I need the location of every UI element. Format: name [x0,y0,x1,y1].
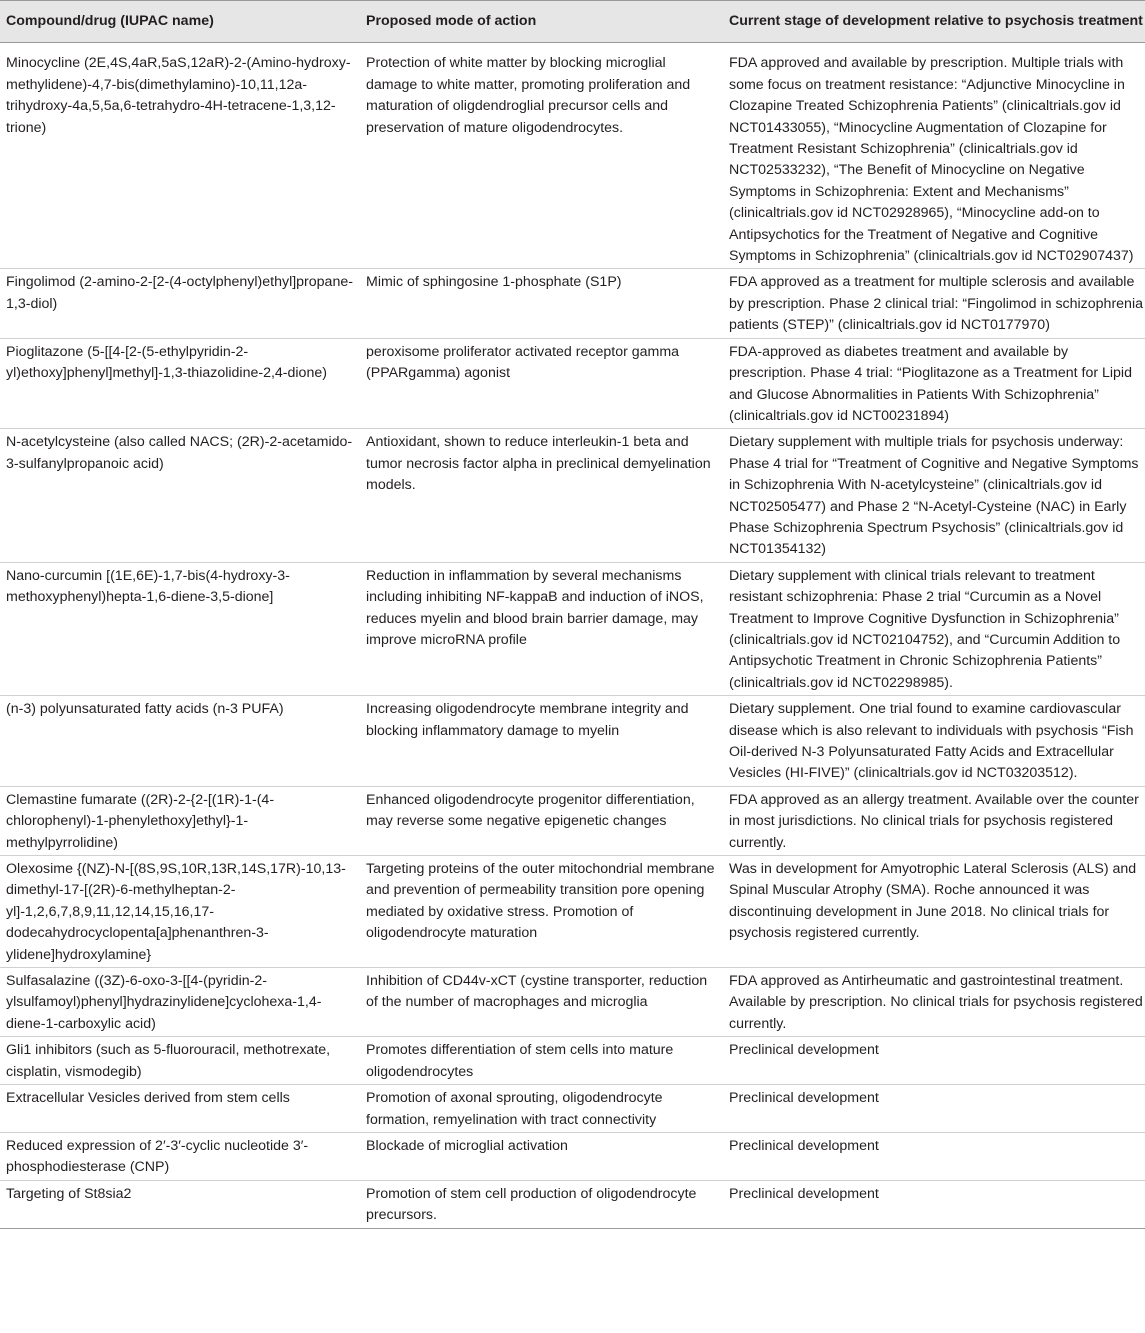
cell-mode: Enhanced oligodendrocyte progenitor differentiation, may reverse some negative epigenetic changes [360,786,723,855]
cell-stage: Preclinical development [723,1132,1145,1180]
cell-stage: Dietary supplement with multiple trials for psychosis underway: Phase 4 trial for “Treatment of Cognitive and Negative Symptoms in Schizophrenia With N-acetylcysteine” (clinicaltrials.gov id NCT02505477) and Phase 2 “N-Acetyl-Cysteine (NAC) in Early Phase Schizophrenia Spectrum Psychosis” (clinicaltrials.gov id NCT01354132) [723,429,1145,562]
cell-mode: Reduction in inflammation by several mechanisms including inhibiting NF-kappaB and induction of iNOS, reduces myelin and blood brain barrier damage, may improve microRNA profile [360,562,723,695]
cell-stage: FDA approved and available by prescription. Multiple trials with some focus on treatment resistance: “Adjunctive Minocycline in Clozapine Treated Schizophrenia Patients” (clinicaltrials.gov id NCT01433055), “Minocycline Augmentation of Clozapine for Treatment Resistant Schizophrenia” (clinicaltrials.gov id NCT02533232), “The Benefit of Minocycline on Negative Symptoms in Schizophrenia: Extent and Mechanisms” (clinicaltrials.gov id NCT02928965), “Minocycline add-on to Antipsychotics for the Treatment of Negative and Cognitive Symptoms in Schizophrenia” (clinicaltrials.gov id NCT02907437) [723,43,1145,269]
cell-compound: Sulfasalazine ((3Z)-6-oxo-3-[[4-(pyridin-2-ylsulfamoyl)phenyl]hydrazinylidene]cyclohexa-1,4-diene-1-carboxylic acid) [0,968,360,1037]
cell-mode: Protection of white matter by blocking microglial damage to white matter, promoting proliferation and maturation of oligdendroglial precursor cells and preservation of mature oligodendrocytes. [360,43,723,269]
cell-compound: Clemastine fumarate ((2R)-2-{2-[(1R)-1-(4-chlorophenyl)-1-phenylethoxy]ethyl}-1-methylpyrrolidine) [0,786,360,855]
table-row [0,856,1145,968]
cell-stage: FDA approved as a treatment for multiple sclerosis and available by prescription. Phase 2 clinical trial: “Fingolimod in schizophrenia patients (STEP)” (clinicaltrials.gov id NCT0177970) [723,269,1145,338]
header-mode: Proposed mode of action [360,1,723,43]
cell-compound: Gli1 inhibitors (such as 5-fluorouracil, methotrexate, cisplatin, vismodegib) [0,1037,360,1085]
cell-compound: Minocycline (2E,4S,4aR,5aS,12aR)-2-(Amino-hydroxy-methylidene)-4,7-bis(dimethylamino)-10,11,12a-trihydroxy-4a,5,5a,6-tetrahydro-4H-tetracene-1,3,12-trione) [0,43,360,269]
header-stage: Current stage of development relative to psychosis treatment [723,1,1145,43]
cell-stage: Preclinical development [723,1085,1145,1133]
cell-mode: Blockade of microglial activation [360,1132,723,1180]
table-row [0,1180,1145,1228]
cell-mode: Promotion of stem cell production of oligodendrocyte precursors. [360,1180,723,1228]
cell-compound: (n-3) polyunsaturated fatty acids (n-3 PUFA) [0,696,360,787]
cell-compound: Reduced expression of 2′-3′-cyclic nucleotide 3′-phosphodiesterase (CNP) [0,1132,360,1180]
cell-mode: Promotes differentiation of stem cells into mature oligodendrocytes [360,1037,723,1085]
cell-mode: Increasing oligodendrocyte membrane integrity and blocking inflammatory damage to myelin [360,696,723,787]
cell-compound: Olexosime {(NZ)-N-[(8S,9S,10R,13R,14S,17R)-10,13-dimethyl-17-[(2R)-6-methylheptan-2-yl]-1,2,6,7,8,9,11,12,14,15,16,17-dodecahydrocyclopenta[a]phenanthren-3-ylidene]hydroxylamine} [0,856,360,968]
cell-compound: Pioglitazone (5-[[4-[2-(5-ethylpyridin-2-yl)ethoxy]phenyl]methyl]-1,3-thiazolidine-2,4-dione) [0,338,360,429]
cell-compound: Nano-curcumin [(1E,6E)-1,7-bis(4-hydroxy-3-methoxyphenyl)hepta-1,6-diene-3,5-dione] [0,562,360,695]
cell-stage: FDA approved as Antirheumatic and gastrointestinal treatment. Available by prescription. No clinical trials for psychosis registered currently. [723,968,1145,1037]
header-compound: Compound/drug (IUPAC name) [0,1,360,43]
table-row [0,1085,1145,1133]
cell-compound: N-acetylcysteine (also called NACS; (2R)-2-acetamido-3-sulfanylpropanoic acid) [0,429,360,562]
table-row [0,43,1145,269]
table-row [0,1037,1145,1085]
cell-compound: Targeting of St8sia2 [0,1180,360,1228]
cell-compound: Extracellular Vesicles derived from stem cells [0,1085,360,1133]
cell-stage: Was in development for Amyotrophic Lateral Sclerosis (ALS) and Spinal Muscular Atrophy (SMA). Roche announced it was discontinuing development in June 2018. No clinical trials for psychosis registered currently. [723,856,1145,968]
cell-stage: FDA-approved as diabetes treatment and available by prescription. Phase 4 trial: “Pioglitazone as a Treatment for Lipid and Glucose Abnormalities in Patients With Schizophrenia” (clinicaltrials.gov id NCT00231894) [723,338,1145,429]
table-row [0,338,1145,429]
cell-stage: Dietary supplement. One trial found to examine cardiovascular disease which is also relevant to individuals with psychosis “Fish Oil-derived N-3 Polyunsaturated Fatty Acids and Extracellular Vesicles (HI-FIVE)” (clinicaltrials.gov id NCT03203512). [723,696,1145,787]
cell-mode: Inhibition of CD44v-xCT (cystine transporter, reduction of the number of macrophages and microglia [360,968,723,1037]
cell-mode: peroxisome proliferator activated receptor gamma (PPARgamma) agonist [360,338,723,429]
table-row [0,562,1145,695]
table-row [0,696,1145,787]
cell-stage: Preclinical development [723,1180,1145,1228]
cell-stage: FDA approved as an allergy treatment. Available over the counter in most jurisdictions. No clinical trials for psychosis registered currently. [723,786,1145,855]
table-row [0,786,1145,855]
cell-compound: Fingolimod (2-amino-2-[2-(4-octylphenyl)ethyl]propane-1,3-diol) [0,269,360,338]
cell-stage: Dietary supplement with clinical trials relevant to treatment resistant schizophrenia: Phase 2 trial “Curcumin as a Novel Treatment to Improve Cognitive Dysfunction in Schizophrenia” (clinicaltrials.gov id NCT02104752), and “Curcumin Addition to Antipsychotic Treatment in Chronic Schizophrenia Patients” (clinicaltrials.gov id NCT02298985). [723,562,1145,695]
table-row [0,269,1145,338]
table-row [0,429,1145,562]
cell-mode: Promotion of axonal sprouting, oligodendrocyte formation, remyelination with tract connectivity [360,1085,723,1133]
cell-stage: Preclinical development [723,1037,1145,1085]
cell-mode: Antioxidant, shown to reduce interleukin-1 beta and tumor necrosis factor alpha in preclinical demyelination models. [360,429,723,562]
table-row [0,968,1145,1037]
table-row [0,1132,1145,1180]
header-row [0,1,1145,43]
cell-mode: Mimic of sphingosine 1-phosphate (S1P) [360,269,723,338]
cell-mode: Targeting proteins of the outer mitochondrial membrane and prevention of permeability transition pore opening mediated by oxidative stress. Promotion of oligodendrocyte maturation [360,856,723,968]
